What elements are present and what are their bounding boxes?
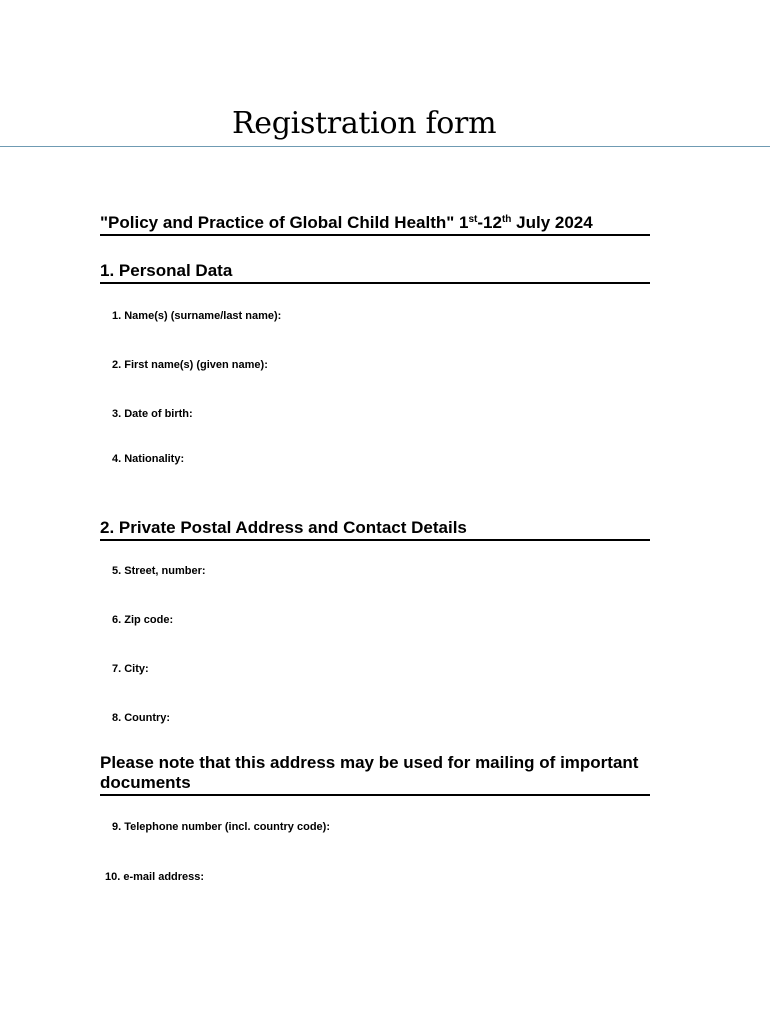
event-title xyxy=(100,212,650,236)
event-title-sup-second: th xyxy=(501,214,512,225)
field-label-telephone: 9. Telephone number (incl. country code): xyxy=(112,821,330,833)
event-title-sup-first: st xyxy=(468,214,478,225)
address-note: Please note that this address may be used for mailing of important documents xyxy=(100,753,650,796)
field-label-city: 7. City: xyxy=(112,663,149,675)
page-title: Registration form xyxy=(232,106,497,141)
field-label-surname: 1. Name(s) (surname/last name): xyxy=(112,310,282,322)
field-label-zip-code: 6. Zip code: xyxy=(112,614,174,626)
field-label-email: 10. e-mail address: xyxy=(105,871,205,883)
field-label-first-name: 2. First name(s) (given name): xyxy=(112,359,268,371)
event-title-mid: -12 xyxy=(477,213,502,232)
event-title-main: "Policy and Practice of Global Child Health" 1 xyxy=(100,213,469,232)
field-label-nationality: 4. Nationality: xyxy=(112,453,185,465)
title-divider xyxy=(0,146,770,147)
section-heading-postal-address: 2. Private Postal Address and Contact Details xyxy=(100,517,650,541)
field-label-street: 5. Street, number: xyxy=(112,565,206,577)
section-heading-personal-data: 1. Personal Data xyxy=(100,260,650,284)
field-label-country: 8. Country: xyxy=(112,712,171,724)
event-title-end: July 2024 xyxy=(511,213,593,232)
field-label-date-of-birth: 3. Date of birth: xyxy=(112,408,193,420)
